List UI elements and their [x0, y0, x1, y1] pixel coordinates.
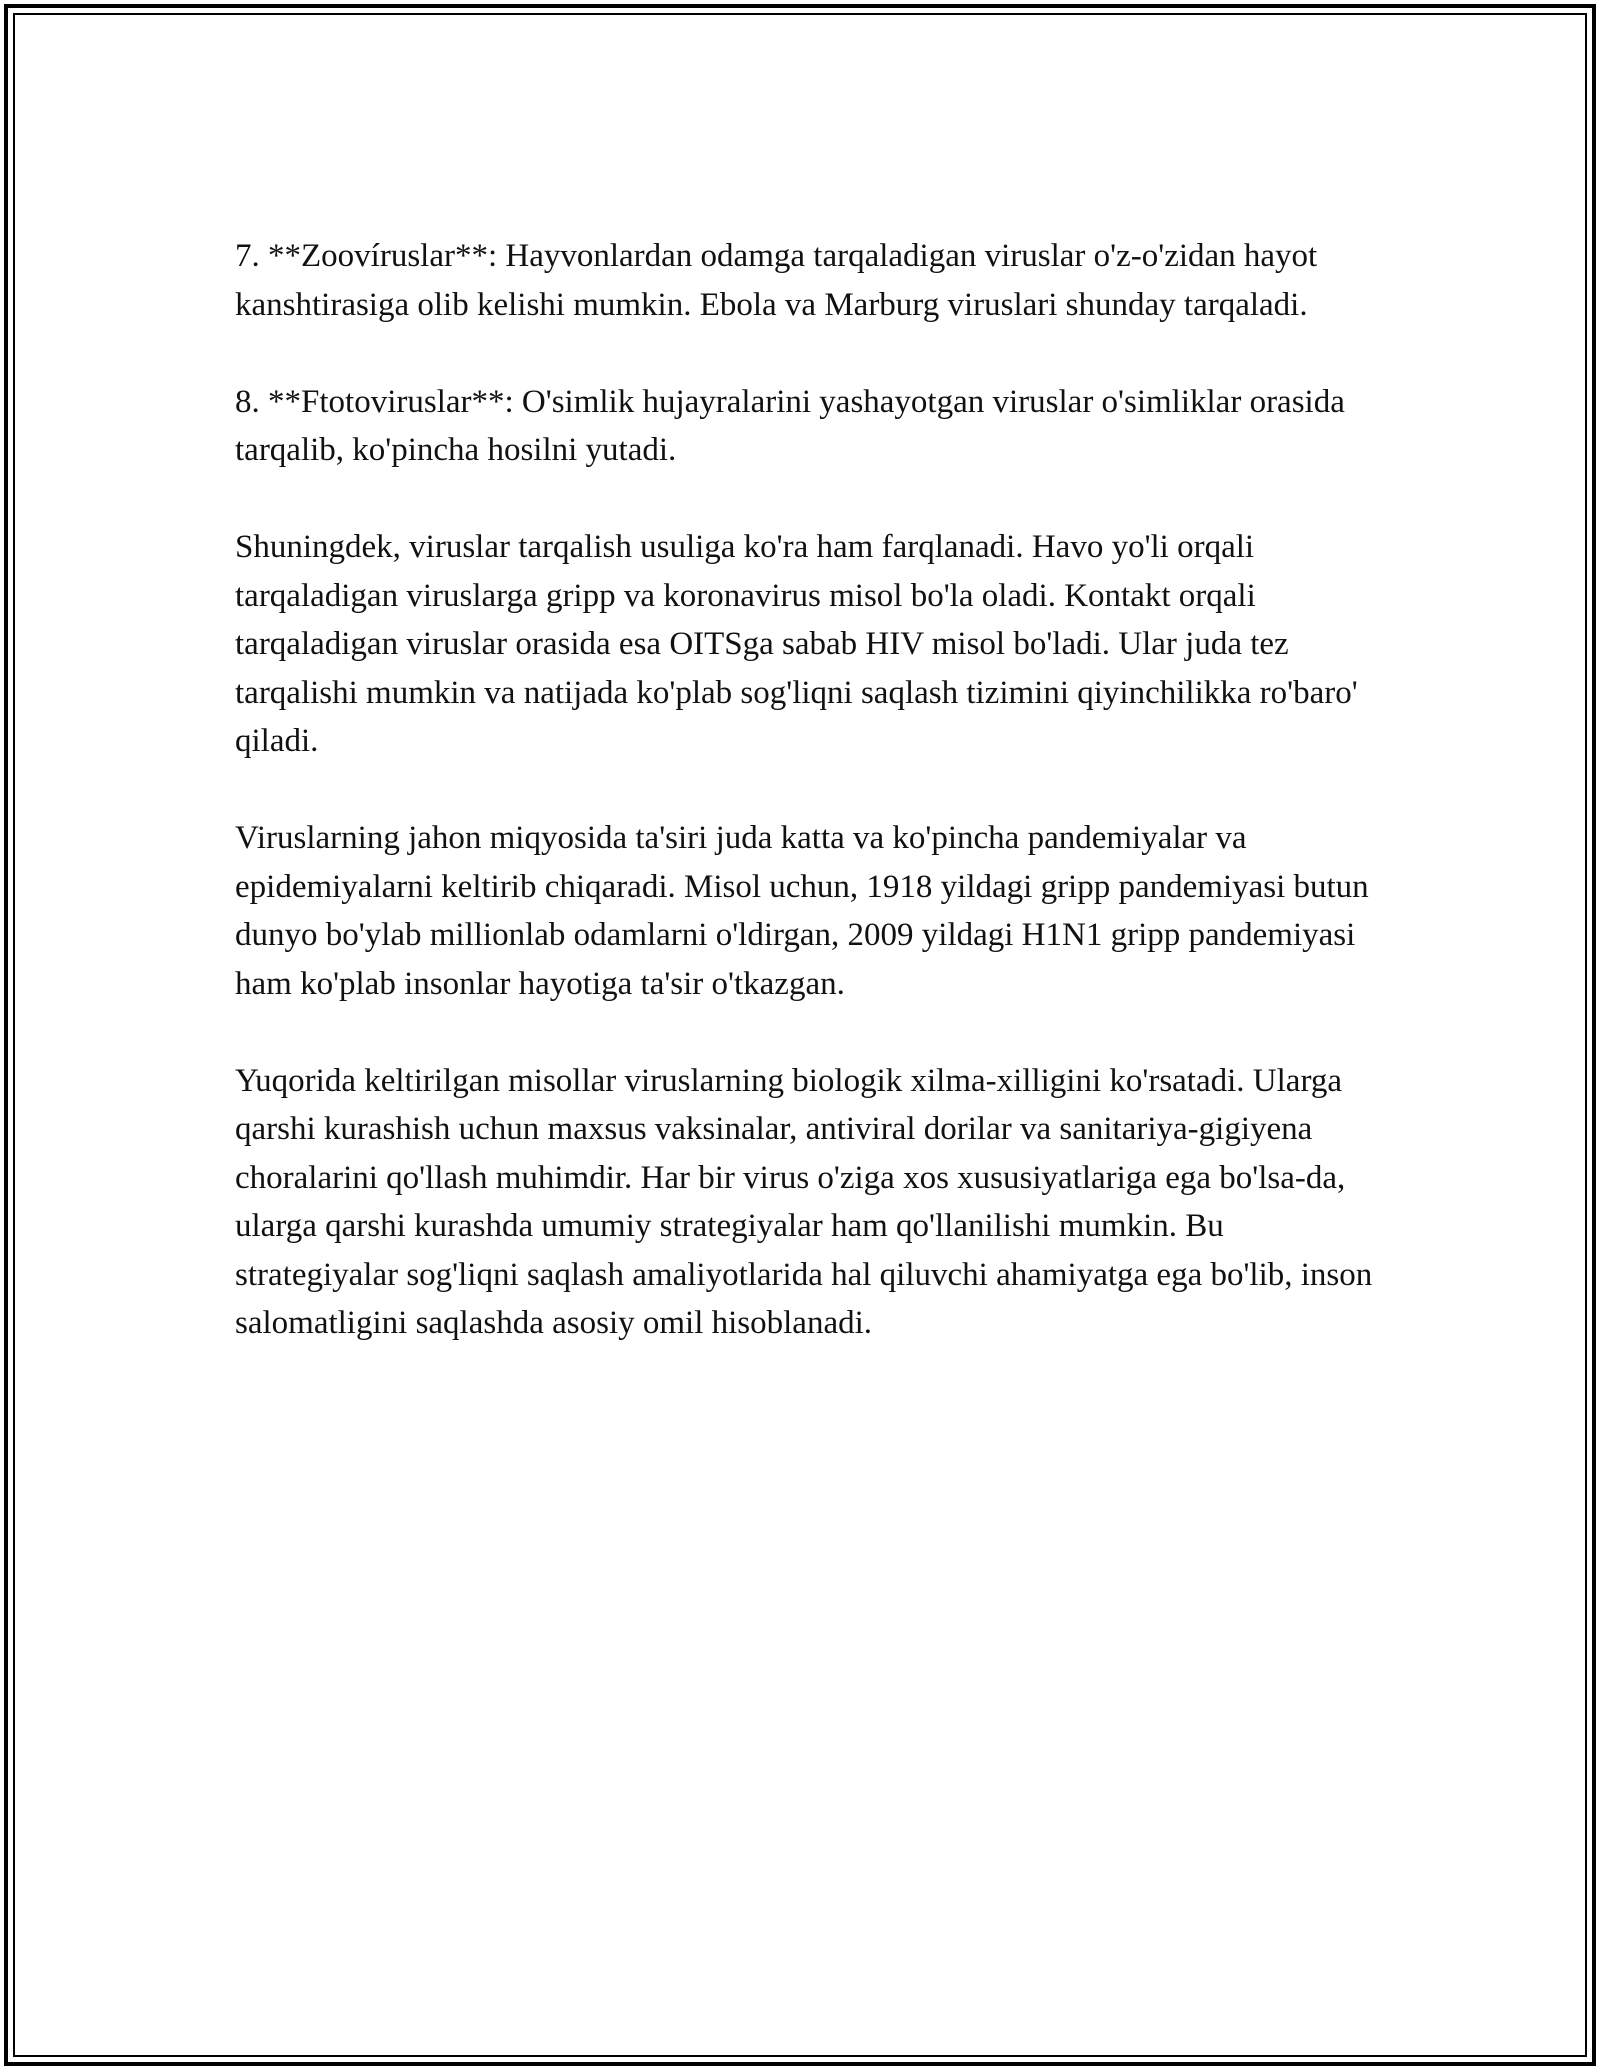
paragraph-global-impact: Viruslarning jahon miqyosida ta'siri juda katta va ko'pincha pandemiyalar va epidemiyalarni keltirib chiqaradi. Misol uchun, 1918 yildagi gripp pandemiyasi butun dunyo bo'ylab millionlab odamlarni o'ldirgan, 2009 yildagi H1N1 gripp pandemiyasi ham ko'plab insonlar hayotiga ta'sir o'tkazgan. [235, 820, 1369, 1002]
paragraph-phytoviruses: 8. **Ftotoviruslar**: O'simlik hujayralarini yashayotgan viruslar o'simliklar orasida tarqalib, ko'pincha hosilni yutadi. [235, 383, 1345, 468]
paragraph-zooviruses: 7. **Zoovíruslar**: Hayvonlardan odamga tarqaladigan viruslar o'z-o'zidan hayot kanshtirasiga olib kelishi mumkin. Ebola va Marburg viruslari shunday tarqaladi. [235, 238, 1318, 323]
paragraph-conclusion: Yuqorida keltirilgan misollar viruslarning biologik xilma-xilligini ko'rsatadi. Ularga qarshi kurashish uchun maxsus vaksinalar, antiviral dorilar va sanitariya-gigiyena choralarini qo'llash muhimdir. Har bir virus o'ziga xos xususiyatlariga ega bo'lsa-da, ularga qarshi kurashda umumiy strategiyalar ham qo'llanilishi mumkin. Bu strategiyalar sog'liqni saqlash amaliyotlarida hal qiluvchi ahamiyatga ega bo'lib, inson salomatligini saqlashda asosiy omil hisoblanadi. [235, 1062, 1373, 1341]
paragraph-transmission: Shuningdek, viruslar tarqalish usuliga ko'ra ham farqlanadi. Havo yo'li orqali tarqaladigan viruslarga gripp va koronavirus misol bo'la oladi. Kontakt orqali tarqaladigan viruslar orasida esa OITSga sabab HIV misol bo'ladi. Ular juda tez tarqalishi mumkin va natijada ko'plab sog'liqni saqlash tizimini qiyinchilikka ro'baro' qiladi. [235, 529, 1358, 759]
document-body [235, 232, 1375, 1396]
